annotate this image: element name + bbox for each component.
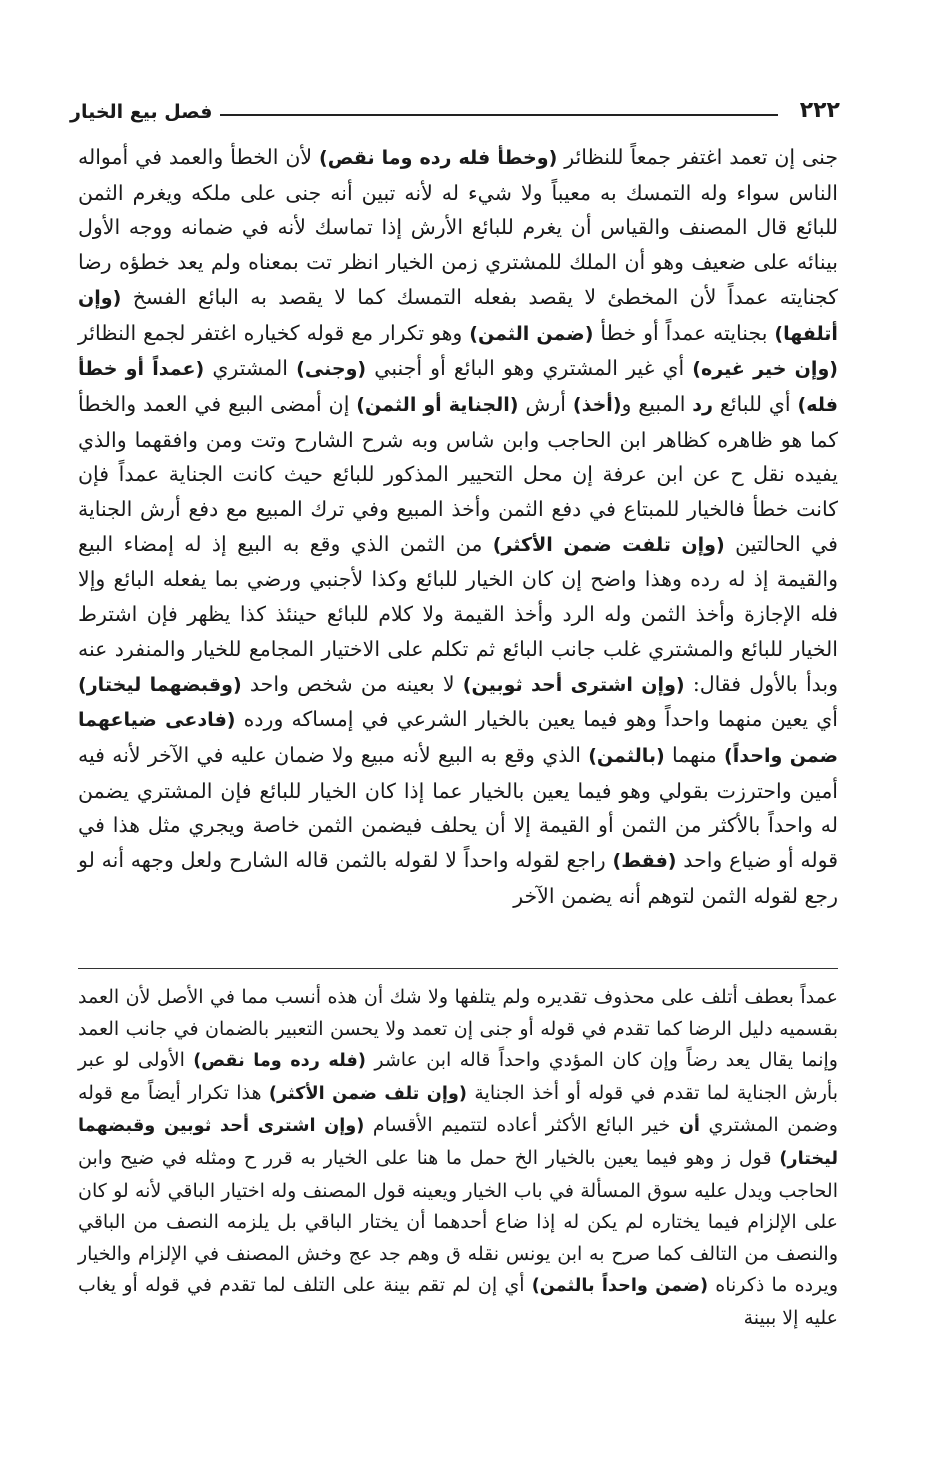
commentary-text: المشتري [204, 356, 297, 381]
quoted-matn: (أخذ) [572, 393, 622, 416]
chapter-title: فصل بيع الخيار [70, 101, 213, 123]
header-rule [220, 114, 777, 116]
commentary-text: إن أمضى البيع في العمد والخطأ كما هو ظاهره كظاهر ابن الحاجب وابن شاس وبه شرح الشارح وتت ومن وافقهما والذي يفيده نقل ح عن ابن عرفة إن محل التحيير المذكور للبائع حيث كانت الجناية عمداً فإن كانت خطأ فالخيار للمبتاع في دفع الثمن وأخذ المبيع وفي ترك المبيع مع دفع أرش الجناية في الحالتين [78, 391, 838, 556]
commentary-text: هذا تكرار أيضاً مع قوله وضمن المشتري [78, 1081, 838, 1137]
footnote-paragraph [78, 982, 838, 1335]
footnotes [78, 982, 838, 1335]
quoted-matn: (وجنى) [296, 358, 367, 381]
quoted-matn: (عمداً أو خطأ فله) [78, 358, 839, 416]
quoted-matn: رد [692, 393, 714, 416]
quoted-matn: (وإن أتلفها) [78, 286, 838, 345]
quoted-matn: أن [678, 1116, 700, 1137]
commentary-text: الذي وقع به البيع لأنه مبيع ولا ضمان عليه في الآخر لأنه فيه أمين واحترزت بقولي وهو فيما يعين بالخيار عما إذا كان الخيار للبائع فإن المشتري يضمن له واحداً بالأكثر من الثمن أو القيمة إلا أن يحلف فيضمن الثمن خاصة ويجري مثل هذا في قوله أو ضياع واحد [78, 742, 838, 873]
quoted-matn: (وإن اشترى أحد ثوبين وقبضهما ليختار) [78, 1116, 838, 1169]
main-paragraph [78, 140, 838, 913]
commentary-text: لا بعينه من شخص واحد [241, 671, 463, 696]
commentary-text: أي يعين منهما واحداً وهو فيما يعين بالخيار الشرعي في إمساكه ورده [235, 707, 839, 732]
quoted-matn: (وإن اشترى أحد ثوبين) [462, 673, 685, 696]
main-text [78, 140, 838, 913]
quoted-matn: (وإن تلف ضمن الأكثر) [268, 1083, 467, 1104]
running-header [70, 82, 840, 122]
commentary-text: بجنايته عمداً أو خطأ [593, 320, 775, 345]
commentary-text: عمداً بعطف أتلف على محذوف تقديره ولم يتلفها ولا شك أن هذه أنسب مما في الأصل لأن العمد بقسميه دليل الرضا كما تقدم في قوله أو جنى إن تعمد ولا يحسن التعبير بالضمان في جانب العمد وإنما يقال يعد رضاً وإن كان المؤدي واحداً قاله ابن عاشر [78, 986, 838, 1072]
commentary-text: أرش [518, 391, 573, 416]
commentary-text: أي غير المشتري وهو البائع أو أجنبي [366, 356, 693, 381]
quoted-matn: (فله رده وما نقص) [193, 1051, 366, 1072]
commentary-text: قول ز وهو فيما يعين بالخيار الخ حمل ما هنا على الخيار به قرر ح ومثله في ضيح وابن الحاجب ويدل عليه سوق المسألة في باب الخيار ويعينه قول المصنف وله اختيار الباقي لأنه لو كان على الإلزام فيما يختاره لم يكن له إذا ضاع أحدهما أن يختار الباقي بل يلزمه النصف من الباقي والنصف من التالف كما صرح به ابن يونس نقله ق وهم جد عج وخش المصنف في الإلزام والخيار ويرده ما ذكرناه [78, 1146, 839, 1297]
quoted-matn: (وخطأ فله رده وما نقص) [319, 147, 558, 169]
commentary-text: وهو تكرار مع قوله كخياره اغتفر لجمع النظائر [78, 320, 470, 345]
commentary-text: أي إن لم تقم بينة على التلف لما تقدم في قوله أو يغاب عليه إلا ببينة [78, 1274, 838, 1329]
page-number: ٢٢٢ [799, 98, 840, 123]
commentary-text: من الثمن الذي وقع به البيع إذ له إمضاء البيع والقيمة إذ له رده وهذا واضح إن كان الخيار للبائع وكذا لأجنبي ورضي بما يفعله البائع وإلا فله الإجازة وأخذ الثمن وله الرد وأخذ القيمة ولا كلام للبائع حينئذ كذا يظهر فإن اشترط الخيار للبائع والمشتري غلب جانب البائع ثم تكلم على الاختيار المجامع للخيار والمنفرد عنه وبدأ بالأول فقال: [78, 531, 839, 696]
quoted-matn: (بالثمن) [588, 744, 665, 767]
quoted-matn: (وإن تلفت ضمن الأكثر) [492, 533, 725, 556]
commentary-text: لأن الخطأ والعمد في أمواله الناس سواء وله التمسك به معيباً ولا شيء له لأنه تبين أنه جنى على ملكه ويغرم الثمن للبائع قال المصنف والقياس أن يغرم للبائع الأرش إذا تماسك لأنه في ضمانه ووجه الأول بينائه على ضعيف وهو أن الملك للمشتري زمن الخيار انظر تت بمعناه ولم يعد خطؤه رضا كجنايته عمداً لأن المخطئ لا يقصد بفعله التمسك كما لا يقصد به البائع الفسخ [78, 145, 838, 309]
quoted-matn: (فقط) [612, 850, 677, 873]
quoted-matn: (وقبضهما ليختار) [78, 673, 242, 696]
quoted-matn: (فادعى ضياعهما ضمن واحداً) [78, 709, 839, 767]
commentary-text: خير البائع الأكثر أعاده لتتميم الأقسام [364, 1114, 679, 1137]
commentary-text: المبيع و [621, 391, 693, 416]
commentary-text: أي للبائع [713, 391, 798, 416]
commentary-text: جنى إن تعمد اغتفر جمعاً للنظائر [557, 145, 838, 169]
quoted-matn: (ضمن واحداً بالثمن) [531, 1276, 709, 1297]
quoted-matn: (ضمن الثمن) [469, 322, 594, 345]
commentary-text: راجع لقوله واحداً لا لقوله بالثمن قاله الشارح ولعل وجهه أنه لو رجع لقوله الثمن لتوهم أنه يضمن الآخر [78, 848, 838, 908]
quoted-matn: (الجناية أو الثمن) [356, 393, 519, 416]
footnote-separator [78, 968, 838, 969]
commentary-text: منهما [664, 742, 724, 767]
quoted-matn: (وإن خير غيره) [692, 358, 838, 381]
commentary-text: الأولى لو عبر بأرش الجناية لما تقدم في قوله أو أخذ الجناية [78, 1049, 838, 1104]
